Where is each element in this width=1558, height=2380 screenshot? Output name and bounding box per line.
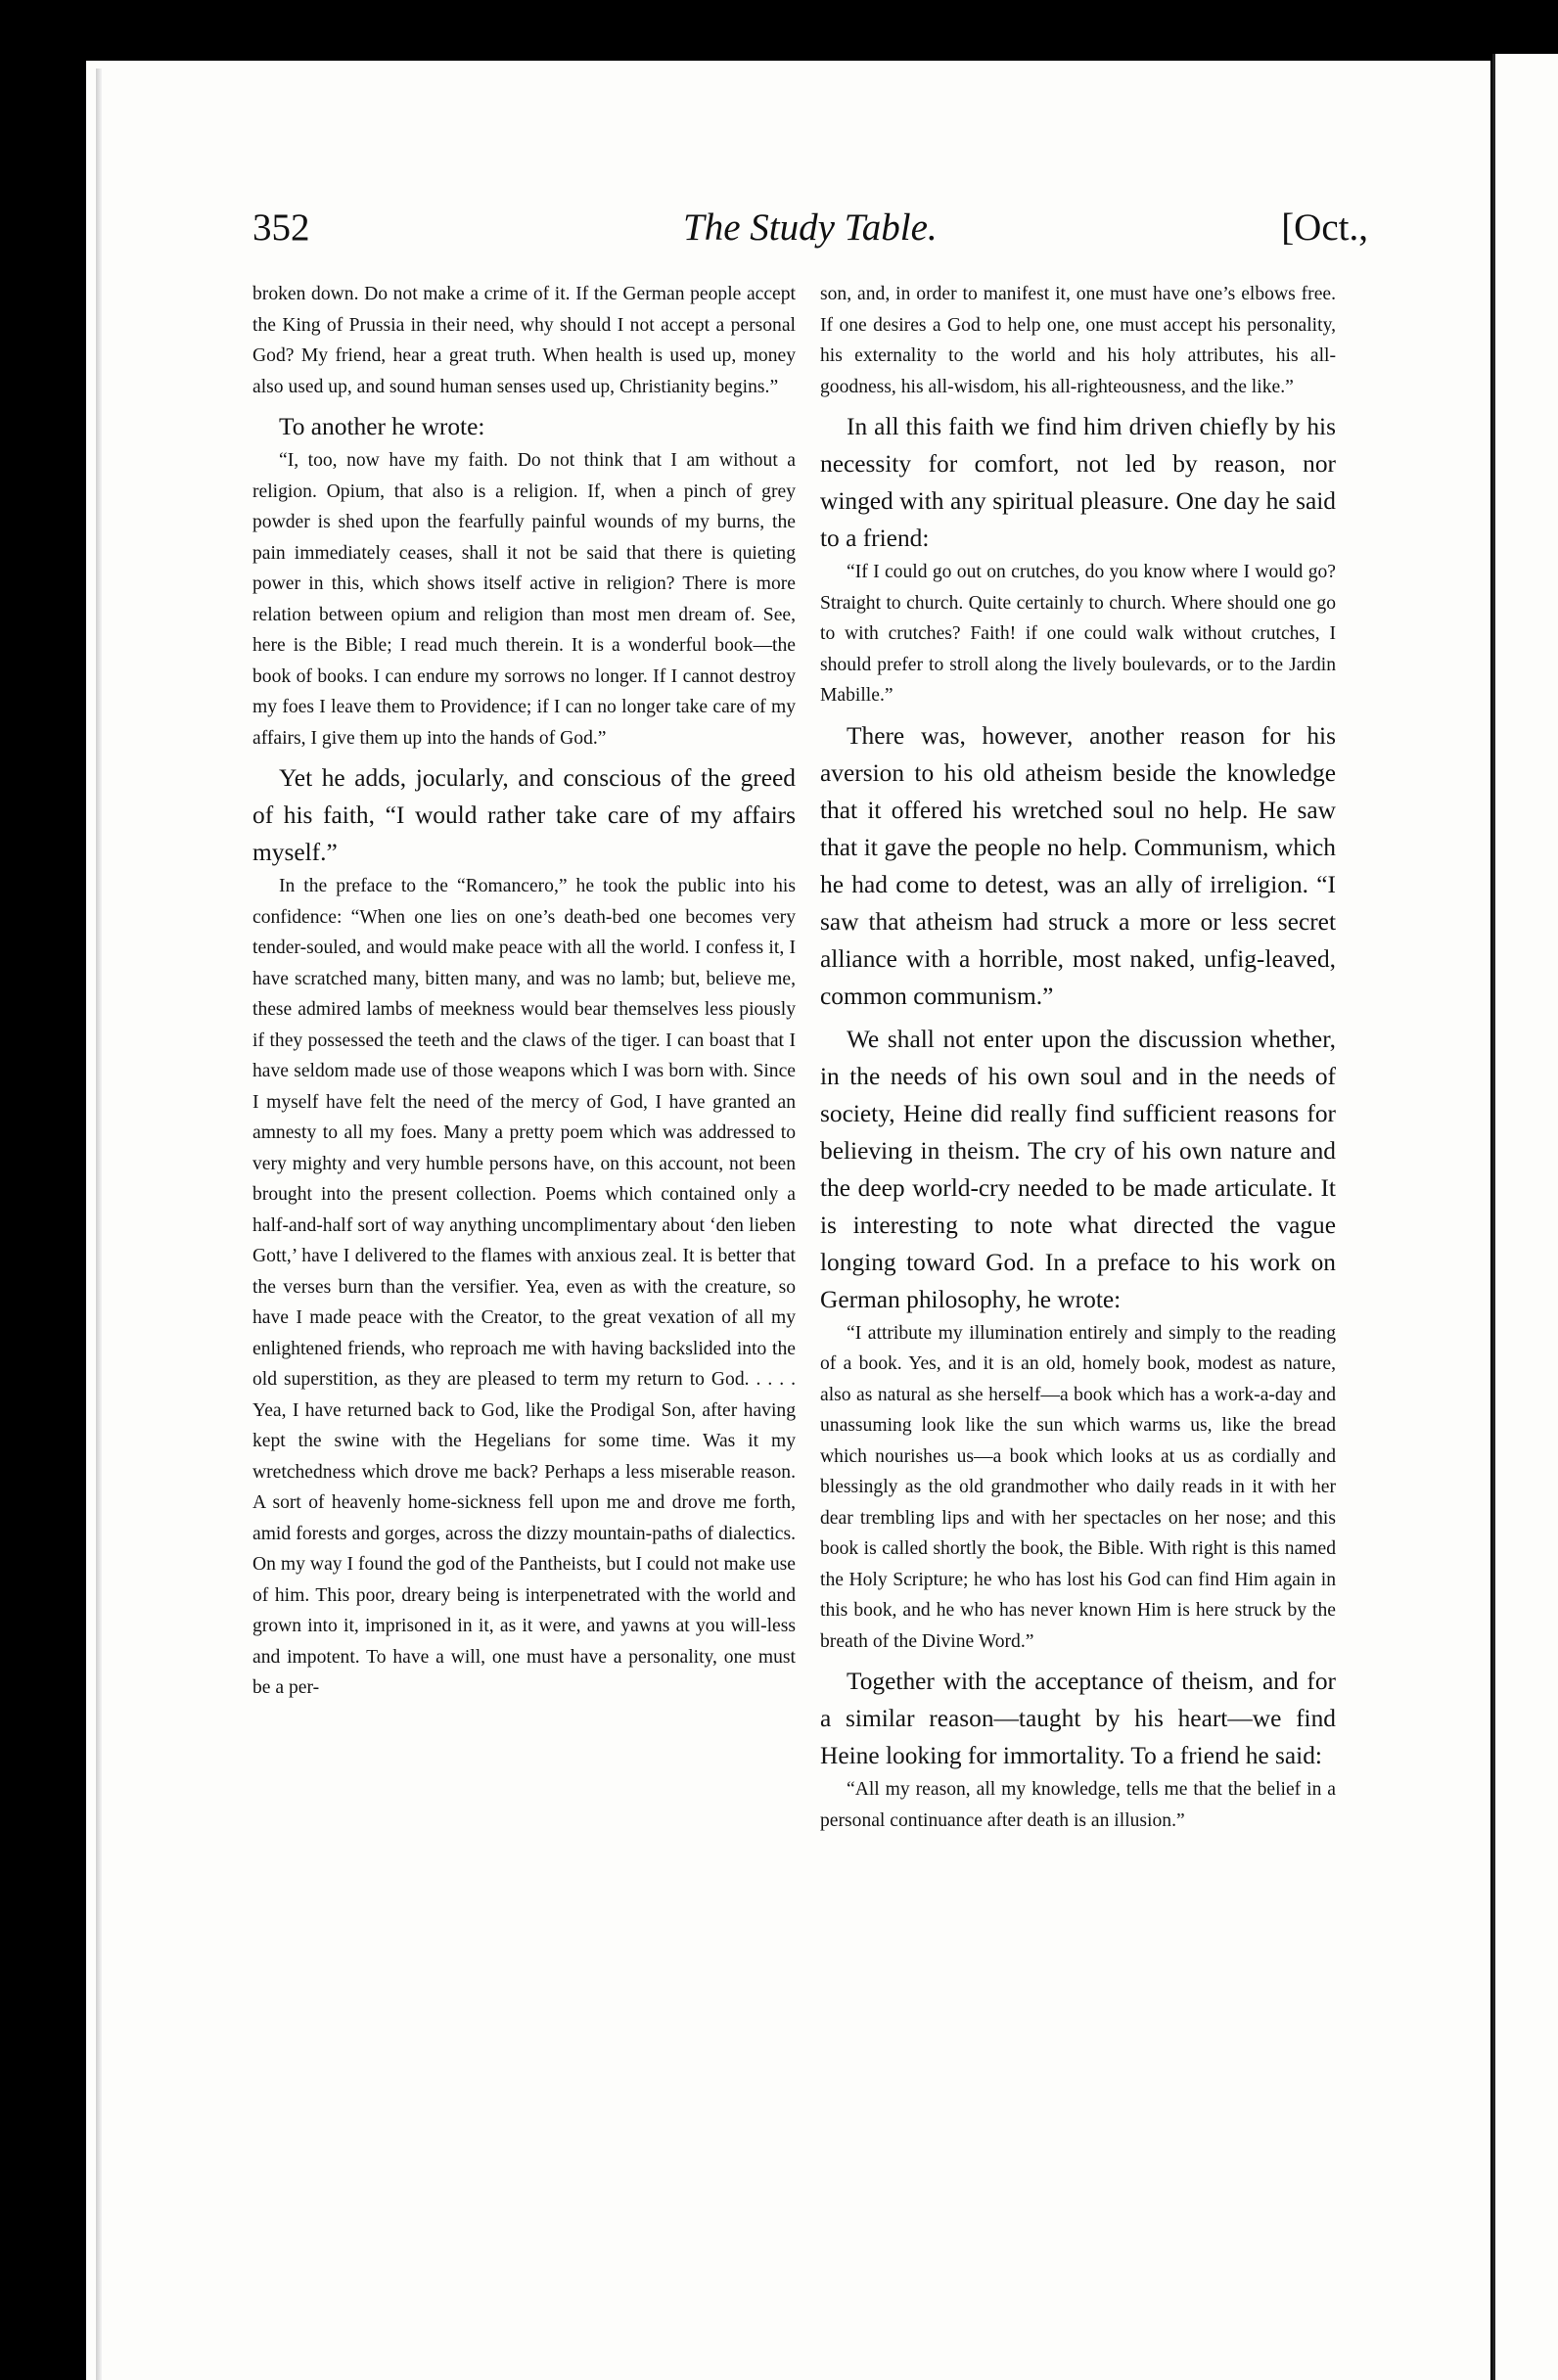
- paragraph: In all this faith we find him driven chiefly by his necessity for comfort, not led by reason, nor winged with any spiritual pleasure. One day he said to a friend:: [820, 413, 1336, 552]
- running-header: [252, 206, 1368, 254]
- paragraph: broken down. Do not make a crime of it. If the German people accept the King of Prussia in their need, why should I not accept a personal God? My friend, hear a great truth. When health is used up, money also used up, and sound human senses used up, Christianity begins.”: [252, 284, 796, 397]
- paragraph: In the preface to the “Romancero,” he took the public into his confidence: “When one lies on one’s death-bed one becomes very tender-souled, and would make peace with all the world. I confess it, I have scratched many, bitten many, and was no lamb; but, believe me, these admired lambs of meekness would bear themselves less piously if they possessed the teeth and the claws of the tiger. I can boast that I have seldom made use of those weapons which I was born with. Since I myself have felt the need of the mercy of God, I have granted an amnesty to all my foes. Many a pretty poem which was addressed to very mighty and very humble persons have, on this account, not been brought into the present collection. Poems which contained only a half-and-half sort of way anything uncomplimentary about ‘den lieben Gott,’ have I delivered to the flames with anxious zeal. It is better that the verses burn than the versifier. Yea, even as with the creature, so have I made peace with the Creator, to the great vexation of all my enlightened friends, who reproach me with having backslided into the old superstition, as they are pleased to term my return to God. . . . . Yea, I have returned back to God, like the Prodigal Son, after having kept the swine with the Hegelians for some time. Was it my wretchedness which drove me back? Perhaps a less miserable reason. A sort of heavenly home-sickness fell upon me and drove me forth, amid forests and gorges, across the dizzy mountain-paths of dialectics. On my way I found the god of the Pantheists, but I could not make use of him. This poor, dreary being is interpenetrated with the world and grown into it, imprisoned in it, as it were, and yawns at you will-less and impotent. To have a will, one must have a personality, one must be a per-: [252, 876, 796, 1698]
- paragraph: We shall not enter upon the discussion whether, in the needs of his own soul and in the needs of society, Heine did really find sufficient reasons for believing in theism. The cry of his own nature and the deep world-cry needed to be made articulate. It is interesting to note what directed the vague longing toward God. In a preface to his work on German philosophy, he wrote:: [820, 1025, 1336, 1313]
- page-number: 352: [252, 206, 310, 249]
- block-quote: “I, too, now have my faith. Do not think that I am without a religion. Opium, that also is a religion. If, when a pinch of grey powder is shed upon the fearfully painful wounds of my burns, the pain immediately ceases, shall it not be said that there is quieting power in this, which shows itself active in religion? There is more relation between opium and religion than most men dream of. See, here is the Bible; I read much therein. It is a wonderful book—the book of books. I can endure my sorrows no longer. If I cannot destroy my foes I leave them to Providence; if I can no longer take care of my affairs, I give them up into the hands of God.”: [252, 450, 796, 749]
- facing-page-edge: [1492, 54, 1558, 2380]
- block-quote: “All my reason, all my knowledge, tells me that the belief in a personal continuance after death is an illusion.”: [820, 1779, 1336, 1831]
- running-month: [Oct.,: [1281, 206, 1368, 249]
- block-quote: “I attribute my illumination entirely and simply to the reading of a book. Yes, and it is an old, homely book, modest as nature, also as natural as she herself—a book which has a work-a-day and unassuming look like the sun which warms us, like the bread which nourishes us—a book which looks at us as cordially and blessingly as the old grandmother who daily reads in it with her dear trembling lips and with her spectacles on her nose; and this book is called shortly the book, the Bible. With right is this named the Holy Scripture; he who has lost his God can find Him again in this book, and he who has never known Him is here struck by the breath of the Divine Word.”: [820, 1322, 1336, 1652]
- paragraph: Together with the acceptance of theism, and for a similar reason—taught by his heart—we find Heine looking for immortality. To a friend he said:: [820, 1668, 1336, 1769]
- paragraph: There was, however, another reason for his aversion to his old atheism beside the knowledge that it offered his wretched soul no help. He saw that it gave the people no help. Communism, which he had come to detest, was an ally of irreligion. “I saw that atheism had struck a more or less secret alliance with a horrible, most naked, unfig-leaved, common communism.”: [820, 721, 1336, 1010]
- block-quote: son, and, in order to manifest it, one must have one’s elbows free. If one desires a God to help one, one must accept his personality, his externality to the world and his holy attributes, his all-goodness, his all-wisdom, his all-righteousness, and the like.”: [820, 284, 1336, 397]
- left-column: [252, 279, 796, 1704]
- right-column: [820, 279, 1336, 1836]
- paragraph: Yet he adds, jocularly, and conscious of the greed of his faith, “I would rather take care of my affairs myself.”: [252, 764, 796, 866]
- page-gutter-edge: [96, 69, 102, 2380]
- running-title: The Study Table.: [683, 206, 938, 249]
- paragraph: To another he wrote:: [279, 413, 485, 440]
- block-quote: “If I could go out on crutches, do you know where I would go? Straight to church. Quite certainly to church. Where should one go to with crutches? Faith! if one could walk without crutches, I should prefer to stroll along the lively boulevards, or to the Jardin Mabille.”: [820, 562, 1336, 706]
